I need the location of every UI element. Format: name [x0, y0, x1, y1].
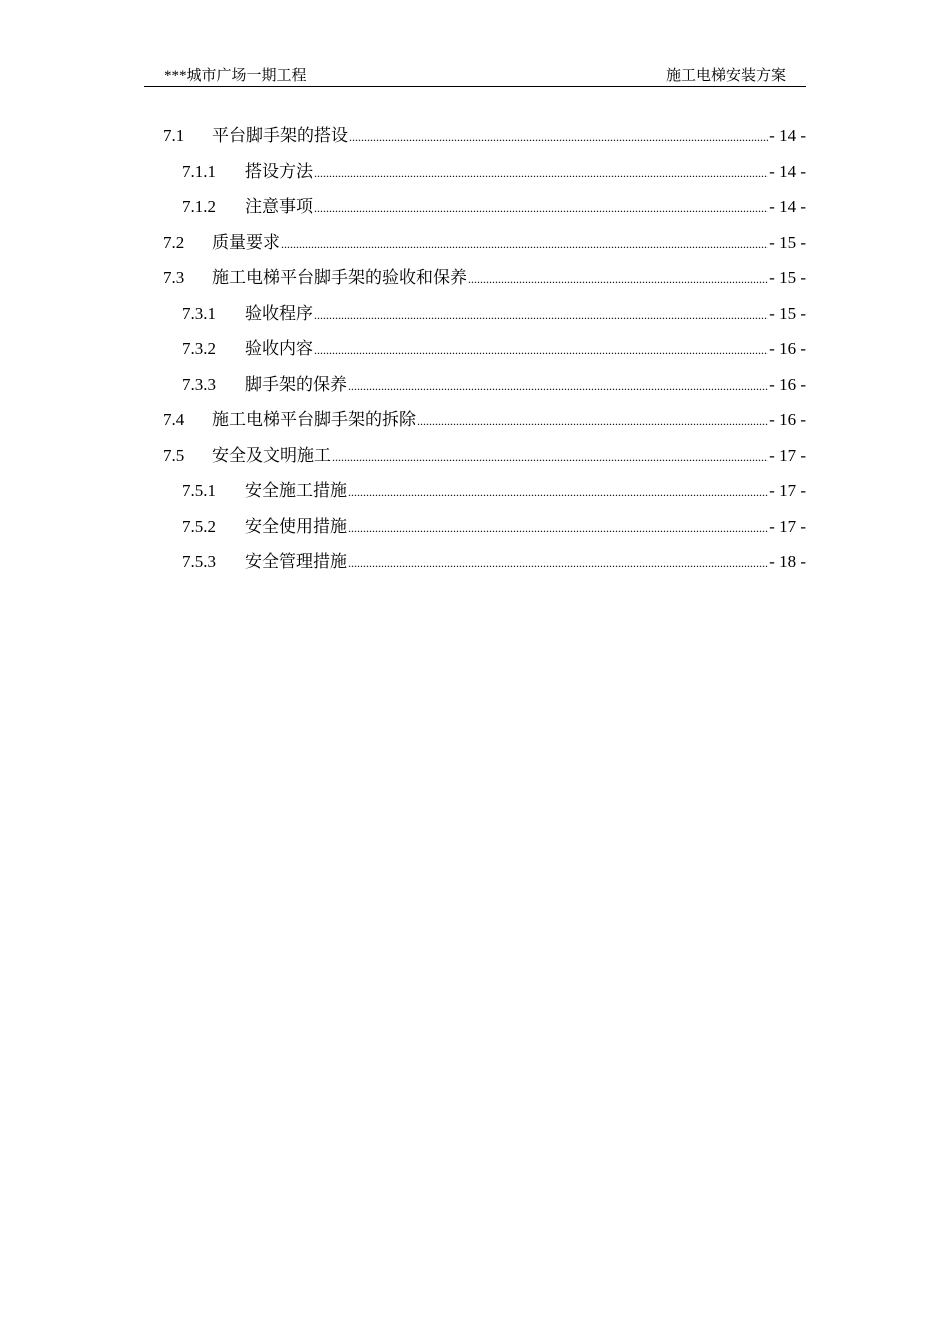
- page-header: [144, 66, 806, 87]
- toc-entry-title: 安全及文明施工: [212, 445, 331, 465]
- toc-entry[interactable]: [163, 195, 806, 231]
- toc-entry-page: - 17 -: [769, 516, 806, 536]
- toc-dot-leader: [468, 267, 768, 291]
- toc-entry-title: 注意事项: [245, 197, 313, 216]
- toc-entry-number: 7.3.1: [182, 303, 216, 323]
- toc-entry-title: 安全使用措施: [245, 516, 347, 536]
- toc-entry-page: - 18 -: [769, 552, 806, 571]
- toc-dot-leader: [348, 480, 768, 504]
- toc-entry-number: 7.5.1: [182, 481, 216, 500]
- toc-dot-leader: [417, 409, 768, 433]
- toc-entry-title: 平台脚手架的搭设: [212, 126, 348, 145]
- toc-entry-page: - 15 -: [769, 232, 806, 252]
- toc-entry-title: 质量要求: [212, 232, 280, 252]
- toc-dot-leader: [314, 161, 768, 185]
- toc-entry-page: - 15 -: [769, 303, 806, 323]
- toc-dot-leader: [348, 551, 768, 575]
- toc-dot-leader: [348, 374, 768, 398]
- toc-entry-number: 7.2: [163, 232, 185, 252]
- toc-entry-title: 搭设方法: [245, 161, 313, 181]
- toc-entry-number: 7.4: [163, 410, 185, 429]
- toc-entry-title: 脚手架的保养: [245, 374, 347, 394]
- table-of-contents: [163, 124, 806, 586]
- toc-entry[interactable]: [163, 337, 806, 373]
- toc-entry[interactable]: [163, 160, 806, 196]
- toc-entry-number: 7.1.1: [182, 161, 216, 181]
- toc-entry-title: 验收程序: [245, 303, 313, 323]
- toc-entry-page: - 16 -: [769, 374, 806, 394]
- toc-entry[interactable]: [163, 124, 806, 160]
- toc-entry[interactable]: [163, 231, 806, 267]
- toc-entry-page: - 16 -: [769, 339, 806, 358]
- toc-entry-title: 施工电梯平台脚手架的验收和保养: [212, 268, 467, 287]
- toc-dot-leader: [314, 338, 768, 362]
- toc-entry-number: 7.5.2: [182, 516, 216, 536]
- toc-dot-leader: [314, 196, 768, 220]
- header-project-name: ***城市广场一期工程: [164, 68, 307, 84]
- toc-entry-number: 7.1.2: [182, 197, 216, 216]
- toc-entry-page: - 14 -: [769, 197, 806, 216]
- toc-entry-page: - 15 -: [769, 268, 806, 287]
- toc-entry-title: 施工电梯平台脚手架的拆除: [212, 410, 416, 429]
- toc-entry[interactable]: [163, 373, 806, 409]
- toc-entry-page: - 17 -: [769, 481, 806, 500]
- toc-entry[interactable]: [163, 408, 806, 444]
- toc-entry-page: - 16 -: [769, 410, 806, 429]
- toc-entry-page: - 14 -: [769, 126, 806, 145]
- toc-entry-number: 7.3.3: [182, 374, 216, 394]
- toc-entry-number: 7.3: [163, 268, 185, 287]
- toc-entry-title: 安全管理措施: [245, 552, 347, 571]
- toc-entry-number: 7.5: [163, 445, 185, 465]
- toc-entry[interactable]: [163, 302, 806, 338]
- toc-entry-title: 安全施工措施: [245, 481, 347, 500]
- toc-dot-leader: [281, 232, 768, 256]
- toc-entry-number: 7.3.2: [182, 339, 216, 358]
- toc-entry-number: 7.5.3: [182, 552, 216, 571]
- toc-dot-leader: [348, 516, 768, 540]
- toc-dot-leader: [314, 303, 768, 327]
- toc-entry-number: 7.1: [163, 126, 185, 145]
- toc-entry[interactable]: [163, 479, 806, 515]
- toc-entry[interactable]: [163, 266, 806, 302]
- toc-entry-page: - 17 -: [769, 445, 806, 465]
- toc-dot-leader: [332, 445, 768, 469]
- header-document-title: 施工电梯安装方案: [665, 68, 786, 84]
- toc-entry[interactable]: [163, 515, 806, 551]
- toc-entry-title: 验收内容: [245, 339, 313, 358]
- toc-entry-page: - 14 -: [769, 161, 806, 181]
- toc-entry[interactable]: [163, 444, 806, 480]
- toc-dot-leader: [349, 125, 768, 149]
- toc-entry[interactable]: [163, 550, 806, 586]
